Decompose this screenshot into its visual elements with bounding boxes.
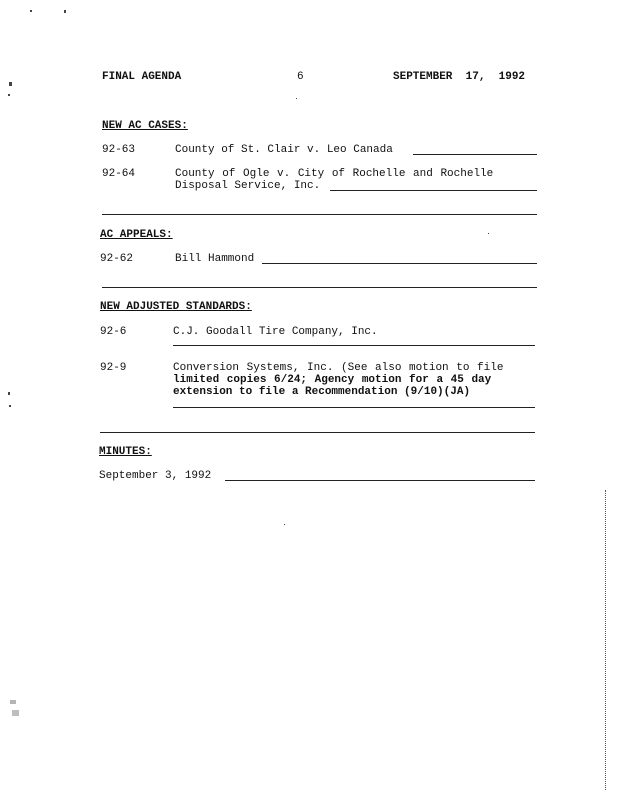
case-title-line: County of Ogle v. City of Rochelle and Rochelle	[175, 168, 494, 180]
case-number: 92-63	[102, 144, 136, 156]
scan-speck	[12, 710, 19, 716]
case-title-line: Disposal Service, Inc.	[175, 180, 321, 192]
case-number: 92-9	[100, 362, 127, 374]
scan-edge-line	[605, 490, 606, 790]
fill-line	[413, 154, 537, 155]
fill-line	[173, 407, 535, 408]
case-title-line: limited copies 6/24; Agency motion for a 45 day	[173, 374, 492, 386]
fill-line	[330, 190, 537, 191]
scan-speck	[284, 524, 285, 525]
section-divider	[100, 432, 535, 433]
fill-line	[173, 345, 535, 346]
section-heading-new-ac-cases: NEW AC CASES:	[102, 120, 188, 132]
agenda-date: SEPTEMBER 17, 1992	[393, 71, 526, 83]
scan-speck	[8, 94, 10, 96]
agenda-title: FINAL AGENDA	[102, 71, 182, 83]
scan-speck	[30, 10, 32, 12]
scan-speck	[9, 82, 12, 86]
case-number: 92-6	[100, 326, 127, 338]
case-title-line: Conversion Systems, Inc. (See also motion to file	[173, 362, 504, 374]
scan-speck	[488, 233, 489, 234]
section-divider	[102, 214, 537, 215]
scan-speck	[10, 700, 16, 704]
case-title-line: extension to file a Recommendation (9/10)(JA)	[173, 386, 471, 398]
scan-speck	[64, 10, 66, 13]
case-title: C.J. Goodall Tire Company, Inc.	[173, 326, 378, 338]
page-number: 6	[297, 71, 304, 83]
case-number: 92-64	[102, 168, 136, 180]
fill-line	[262, 263, 537, 264]
section-heading-minutes: MINUTES:	[99, 446, 152, 458]
section-divider	[102, 287, 537, 288]
section-heading-new-adjusted-standards: NEW ADJUSTED STANDARDS:	[100, 301, 252, 313]
section-heading-ac-appeals: AC APPEALS:	[100, 229, 173, 241]
fill-line	[225, 480, 535, 481]
minutes-entry: September 3, 1992	[99, 470, 212, 482]
scan-speck	[9, 405, 11, 407]
scan-speck	[296, 98, 297, 99]
case-title: County of St. Clair v. Leo Canada	[175, 144, 393, 156]
case-number: 92-62	[100, 253, 134, 265]
case-title: Bill Hammond	[175, 253, 255, 265]
scan-speck	[8, 392, 10, 395]
